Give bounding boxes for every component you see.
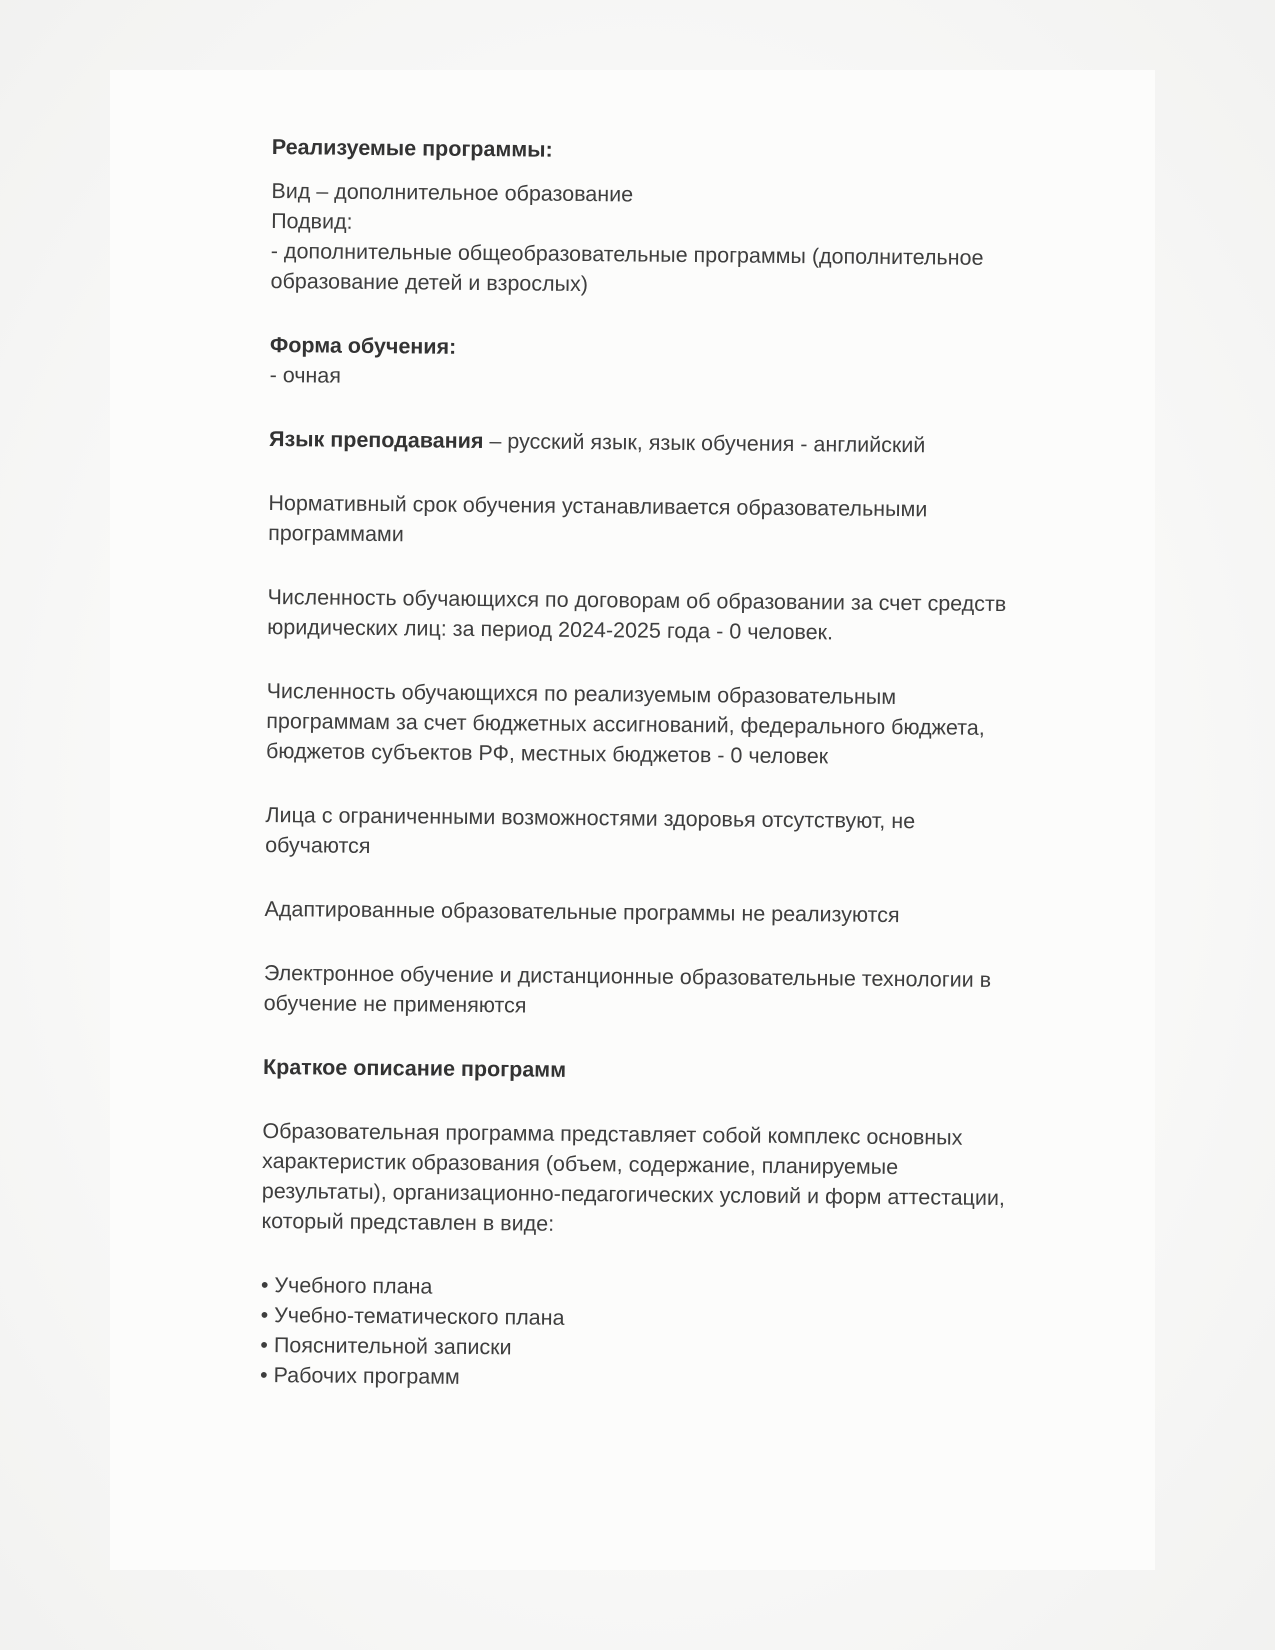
programs-heading: Реализуемые программы: [271, 134, 553, 162]
contract-students-line1: Численность обучающихся по договорам об образовании за счет средств [267, 584, 1007, 617]
e-learning-line2: обучение не применяются [263, 990, 527, 1018]
study-term-line2: программами [268, 520, 404, 547]
bullet-icon: • [260, 1332, 269, 1358]
list-item-label: Учебного плана [274, 1273, 433, 1299]
programs-description-heading: Краткое описание программ [262, 1054, 567, 1082]
list-item-label: Пояснительной записки [273, 1333, 512, 1360]
disabled-persons-line1: Лица с ограниченными возможностями здоровья отсутствуют, не [265, 802, 916, 834]
study-term-line1: Нормативный срок обучения устанавливается образовательными [268, 490, 928, 522]
program-description-line4: который представлен в виде: [261, 1208, 555, 1236]
bullet-icon: • [260, 1272, 269, 1298]
document-body [260, 132, 1092, 1398]
list-item-label: Рабочих программ [273, 1363, 460, 1389]
e-learning-line1: Электронное обучение и дистанционные образовательные технологии в [263, 960, 992, 992]
teaching-language-value: – русский язык, язык обучения - английский [483, 429, 926, 458]
budget-students-line1: Численность обучающихся по реализуемым образовательным [266, 678, 897, 710]
teaching-language-label: Язык преподавания [268, 426, 484, 454]
disabled-persons-line2: обучаются [265, 832, 371, 858]
contract-students-line2: юридических лиц: за период 2024-2025 года - 0 человек. [267, 614, 834, 645]
study-form-value: - очная [269, 362, 342, 388]
programs-subtype-line2: образование детей и взрослых) [270, 268, 589, 297]
bullet-icon: • [260, 1302, 269, 1328]
program-description-line3: результаты), организационно-педагогических условий и форм аттестации, [261, 1178, 1006, 1211]
program-description-line2: характеристик образования (объем, содержание, планируемые [262, 1148, 899, 1180]
budget-students-line3: бюджетов субъектов РФ, местных бюджетов - 0 человек [265, 738, 829, 769]
program-description-line1: Образовательная программа представляет собой комплекс основных [262, 1118, 963, 1150]
budget-students-line2: программам за счет бюджетных ассигнований, федерального бюджета, [266, 708, 985, 740]
bullet-icon: • [259, 1362, 268, 1388]
programs-type: Вид – дополнительное образование [271, 178, 634, 207]
study-form-heading: Форма обучения: [269, 332, 457, 359]
list-item-label: Учебно-тематического плана [274, 1303, 565, 1330]
adapted-programs: Адаптированные образовательные программы не реализуются [264, 896, 900, 928]
programs-subtype-label: Подвид: [271, 208, 353, 234]
programs-subtype-line1: - дополнительные общеобразовательные программы (дополнительное [270, 238, 984, 270]
